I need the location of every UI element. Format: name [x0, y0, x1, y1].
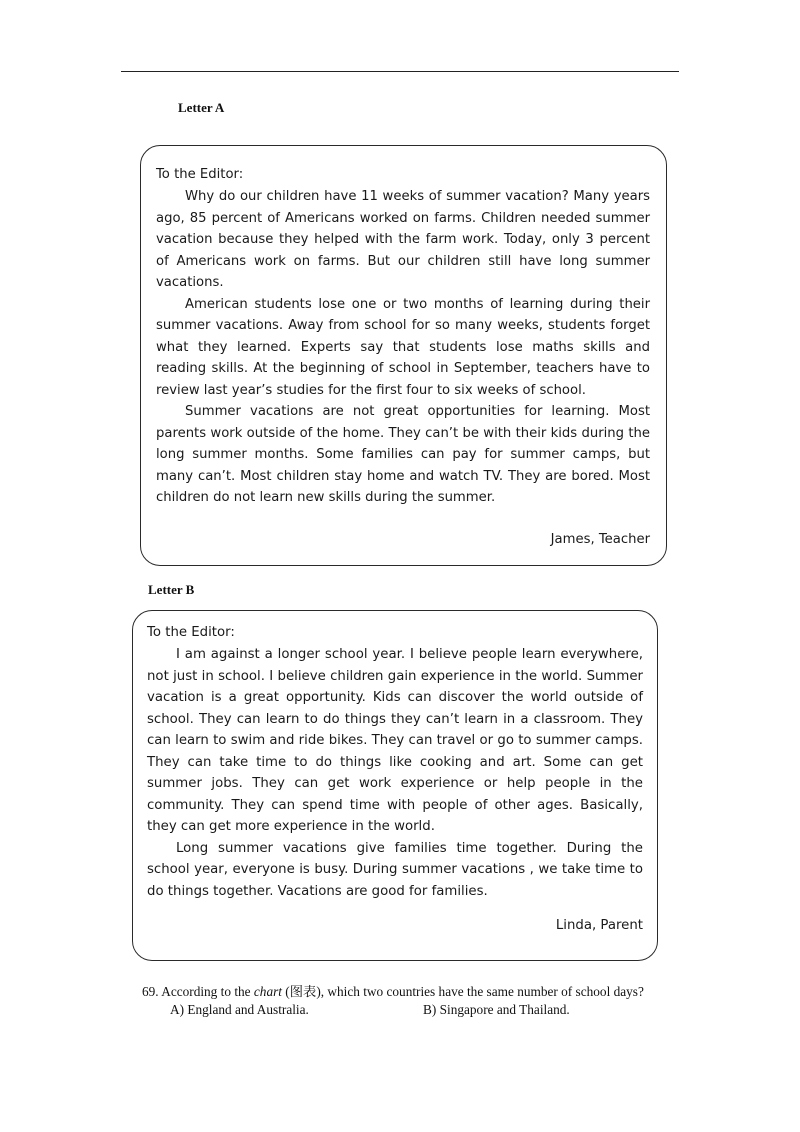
letter-a-paragraph: Why do our children have 11 weeks of summer vacation? Many years ago, 85 percent of Americans worked on farms. Children needed summer vacation because they helped with the farm work. Today, only 3 percent of Americans work on farms. But our children still have long summer vacations.: [156, 189, 650, 290]
letter-b-paragraph: Long summer vacations give families time together. During the school year, everyone is busy. During summer vacations , we take time to do things together. Vacations are good for families.: [147, 840, 643, 899]
letter-a-signature: James, Teacher: [550, 531, 650, 547]
letter-b-paragraph: I am against a longer school year. I believe people learn everywhere, not just in school. I believe children gain experience in the world. Summer vacation is a great opportunity. Kids can discover the world outside of school. They can learn to do things they can’t learn in a classroom. They can learn to swim and ride bikes. They can travel or go to summer camps. They can take time to do things like cooking and art. Some can get summer jobs. They can get work experience or help people in the community. They can spend time with people of other ages. Basically, they can get more experience in the world.: [147, 647, 643, 834]
letter-b-greeting: To the Editor:: [147, 625, 235, 640]
letter-a-greeting: To the Editor:: [156, 167, 244, 182]
letter-b-heading: Letter B: [148, 582, 195, 597]
letter-a-paragraph: American students lose one or two months of learning during their summer vacations. Away from school for so many weeks, students forget what they learned. Experts say that students lose maths skills and reading skills. At the beginning of school in September, teachers have to review last year’s studies for the first four to six weeks of school.: [156, 296, 650, 398]
letter-a-heading: Letter A: [178, 100, 225, 115]
letter-a-paragraph: Summer vacations are not great opportunities for learning. Most parents work outside of the home. They can’t be with their kids during the long summer months. Some families can pay for summer camps, but many can’t. Most children stay home and watch TV. They are bored. Most children do not learn new skills during the summer.: [156, 404, 650, 505]
question-69: [142, 981, 644, 1000]
letter-b-box: [132, 610, 658, 961]
answer-option-b[interactable]: B) Singapore and Thailand.: [423, 1002, 570, 1017]
top-rule: [121, 71, 679, 72]
letter-a-box: [140, 145, 667, 566]
question-emphasis: chart: [253, 984, 282, 999]
answer-option-a[interactable]: A) England and Australia.: [170, 1002, 309, 1017]
question-prefix: 69. According to the: [142, 984, 254, 999]
question-suffix: (图表), which two countries have the same number of school days?: [281, 984, 644, 999]
letter-b-signature: Linda, Parent: [555, 918, 643, 933]
